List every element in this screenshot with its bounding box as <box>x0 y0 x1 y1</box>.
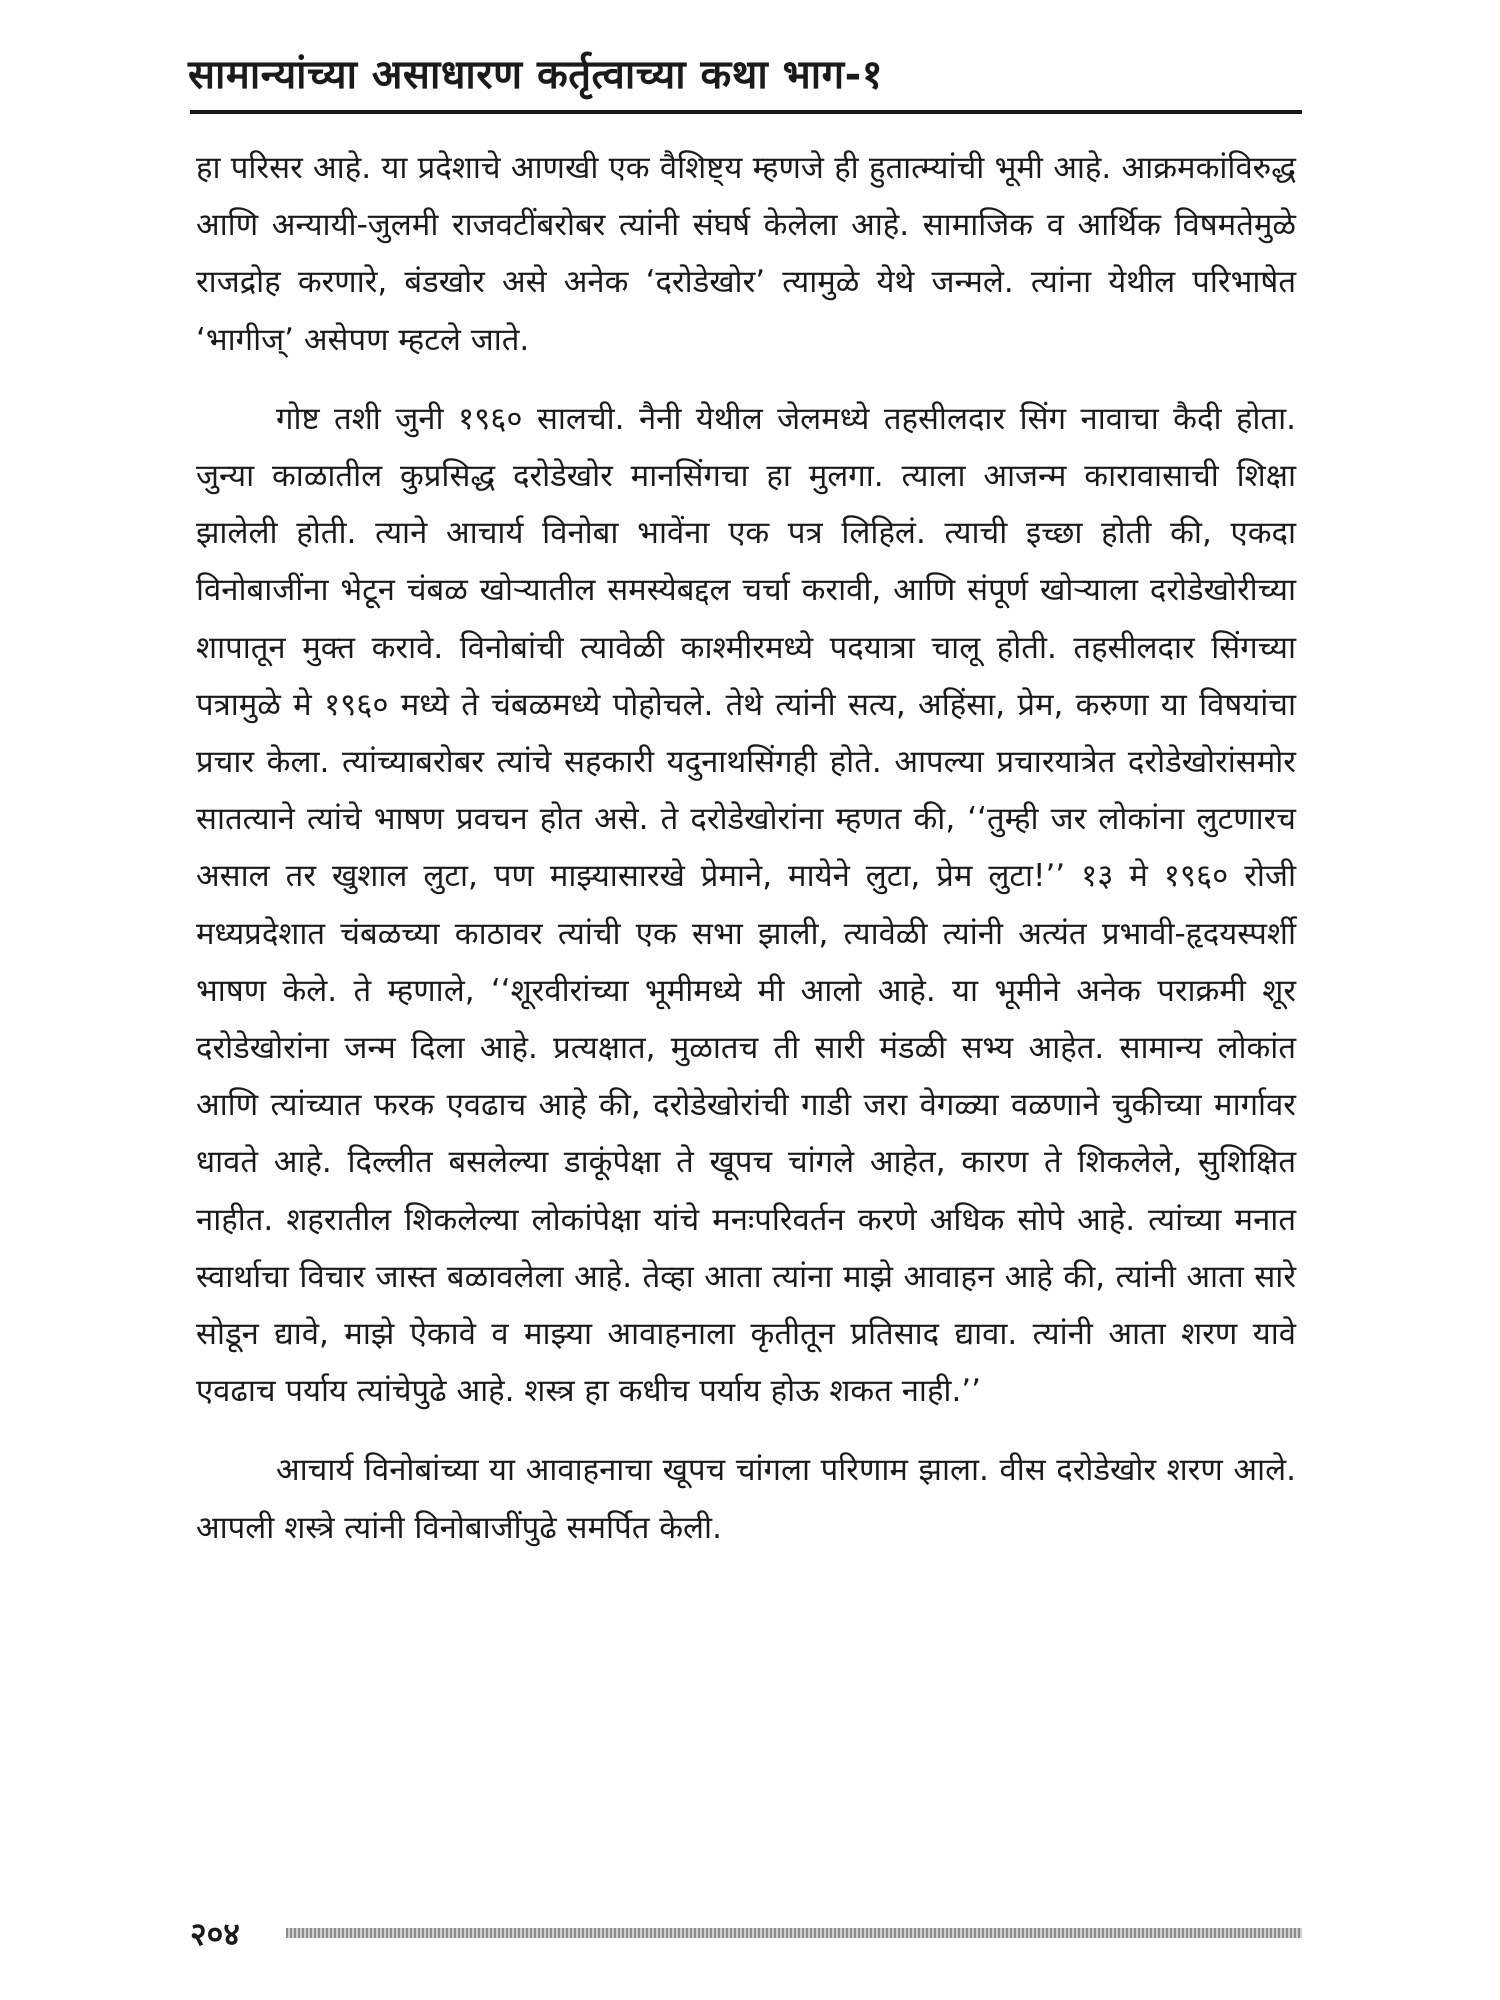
footer-ornament-rule <box>286 1928 1302 1938</box>
page-footer <box>190 1910 1302 1958</box>
paragraph-1: हा परिसर आहे. या प्रदेशाचे आणखी एक वैशिष्ट्य म्हणजे ही हुतात्म्यांची भूमी आहे. आक्रमकांविरुद्ध आणि अन्यायी-जुलमी राजवटींबरोबर त्यांनी संघर्ष केलेला आहे. सामाजिक व आर्थिक विषमतेमुळे राजद्रोह करणारे, बंडखोर असे अनेक ‘दरोडेखोर’ त्यामुळे येथे जन्मले. त्यांना येथील परिभाषेत ‘भागीज्’ असेपण म्हटले जाते. <box>196 150 1296 358</box>
page-number: २०४ <box>190 1915 240 1953</box>
paragraph-2: गोष्ट तशी जुनी १९६० सालची. नैनी येथील जेलमध्ये तहसीलदार सिंग नावाचा कैदी होता. जुन्या काळातील कुप्रसिद्ध दरोडेखोर मानसिंगचा हा मुलगा. त्याला आजन्म कारावासाची शिक्षा झालेली होती. त्याने आचार्य विनोबा भावेंना एक पत्र लिहिलं. त्याची इच्छा होती की, एकदा विनोबाजींना भेटून चंबळ खोऱ्यातील समस्येबद्दल चर्चा करावी, आणि संपूर्ण खोऱ्याला दरोडेखोरीच्या शापातून मुक्त करावे. विनोबांची त्यावेळी काश्मीरमध्ये पदयात्रा चालू होती. तहसीलदार सिंगच्या पत्रामुळे मे १९६० मध्ये ते चंबळमध्ये पोहोचले. तेथे त्यांनी सत्य, अहिंसा, प्रेम, करुणा या विषयांचा प्रचार केला. त्यांच्याबरोबर त्यांचे सहकारी यदुनाथसिंगही होते. आपल्या प्रचारयात्रेत दरोडेखोरांसमोर सातत्याने त्यांचे भाषण प्रवचन होत असे. ते दरोडेखोरांना म्हणत की, ‘‘तुम्ही जर लोकांना लुटणारच असाल तर खुशाल लुटा, पण माझ्यासारखे प्रेमाने, मायेने लुटा, प्रेम लुटा!’’ १३ मे १९६० रोजी मध्यप्रदेशात चंबळच्या काठावर त्यांची एक सभा झाली, त्यावेळी त्यांनी अत्यंत प्रभावी-हृदयस्पर्शी भाषण केले. ते म्हणाले, ‘‘शूरवीरांच्या भूमीमध्ये मी आलो आहे. या भूमीने अनेक पराक्रमी शूर दरोडेखोरांना जन्म दिला आहे. प्रत्यक्षात, मुळातच ती सारी मंडळी सभ्य आहेत. सामान्य लोकांत आणि त्यांच्यात फरक एवढाच आहे की, दरोडेखोरांची गाडी जरा वेगळ्या वळणाने चुकीच्या मार्गावर धावते आहे. दिल्लीत बसलेल्या डाकूंपेक्षा ते खूपच चांगले आहेत, कारण ते शिकलेले, सुशिक्षित नाहीत. शहरातील शिकलेल्या लोकांपेक्षा यांचे मनःपरिवर्तन करणे अधिक सोपे आहे. त्यांच्या मनात स्वार्थाचा विचार जास्त बळावलेला आहे. तेव्हा आता त्यांना माझे आवाहन आहे की, त्यांनी आता सारे सोडून द्यावे, माझे ऐकावे व माझ्या आवाहनाला कृतीतून प्रतिसाद द्यावा. त्यांनी आता शरण यावे एवढाच पर्याय त्यांचेपुढे आहे. शस्त्र हा कधीच पर्याय होऊ शकत नाही.’’ <box>196 400 1296 1410</box>
header-divider <box>190 110 1302 114</box>
body-text <box>196 140 1296 1579</box>
running-header-title: सामान्यांच्या असाधारण कर्तृत्वाच्या कथा भाग-१ <box>188 52 884 98</box>
paragraph-3: आचार्य विनोबांच्या या आवाहनाचा खूपच चांगला परिणाम झाला. वीस दरोडेखोर शरण आले. आपली शस्त्रे त्यांनी विनोबाजींपुढे समर्पित केली. <box>196 1452 1296 1546</box>
